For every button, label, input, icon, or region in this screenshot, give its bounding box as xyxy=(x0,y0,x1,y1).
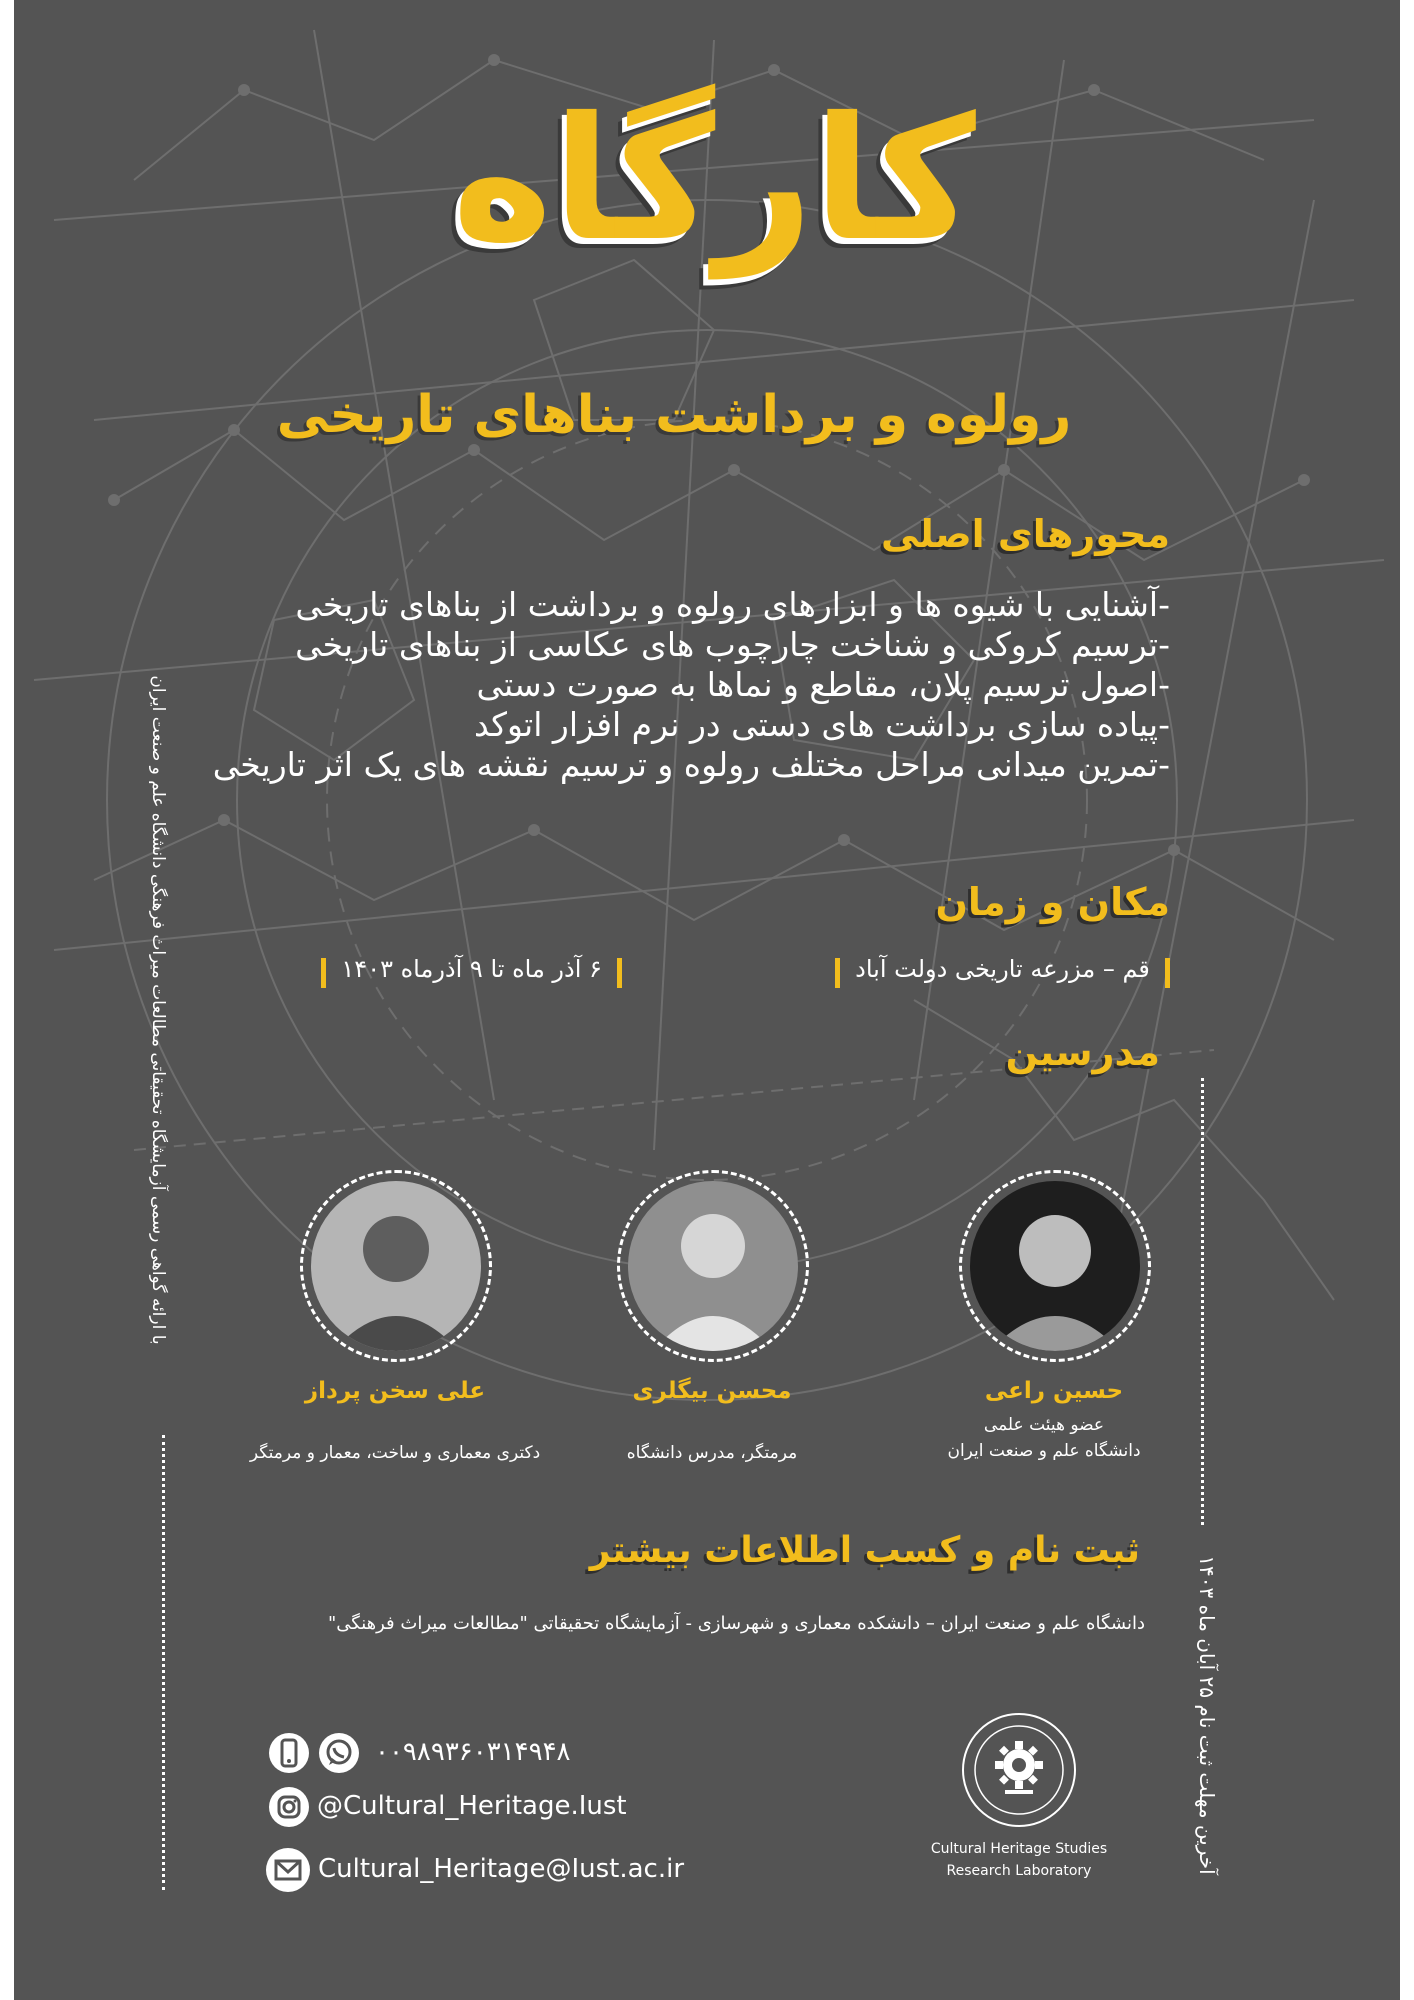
registration-deadline: آخرین مهلت ثبت نام ۲۵ آبان ماه ۱۴۰۳ xyxy=(1195,1555,1219,1875)
instructor-name-1: حسین راعی xyxy=(984,1378,1124,1404)
mail-icon[interactable] xyxy=(266,1848,310,1892)
topic-item: -پیاده سازی برداشت های دستی در نرم افزار اتوکد xyxy=(473,705,1170,744)
instructor-role: عضو هیئت علمی xyxy=(983,1415,1105,1435)
instagram-handle[interactable]: @Cultural_Heritage.Iust xyxy=(317,1791,627,1821)
instructors-heading: مدرسین xyxy=(1005,1030,1160,1074)
whatsapp-icon[interactable] xyxy=(319,1733,359,1773)
topic-item: -اصول ترسیم پلان، مقاطع و نماها به صورت دستی xyxy=(476,665,1170,704)
topics-list xyxy=(212,585,1170,785)
mobile-icon xyxy=(269,1733,309,1773)
instructor-affiliation: دانشگاه علم و صنعت ایران xyxy=(947,1441,1141,1461)
instructor-desc-2: مرمتگر، مدرس دانشگاه xyxy=(626,1443,798,1463)
place-row xyxy=(750,955,1170,988)
certificate-note: با ارائه گواهی رسمی آزمایشگاه تحقیقاتی مطالعات میراث فرهنگی دانشگاه علم و صنعت ایران xyxy=(148,675,168,1345)
subtitle: رولوه و برداشت بناهای تاریخی xyxy=(276,385,1072,445)
registration-heading: ثبت نام و کسب اطلاعات بیشتر xyxy=(589,1530,1140,1571)
lab-name xyxy=(919,1838,1119,1882)
instructor-photo-1 xyxy=(959,1170,1151,1362)
instagram-icon[interactable] xyxy=(269,1787,309,1827)
main-title: کارگاه xyxy=(452,81,976,279)
email-row xyxy=(266,1848,686,1892)
accent-bar xyxy=(321,958,326,988)
person-icon xyxy=(970,1181,1140,1351)
instagram-row xyxy=(269,1787,629,1829)
lab-name-line1: Cultural Heritage Studies xyxy=(930,1841,1108,1857)
time-row xyxy=(262,955,622,988)
place-text: قم – مزرعه تاریخی دولت آباد xyxy=(855,955,1150,983)
instructor-desc-3: دکتری معماری و ساخت، معمار و مرمتگر xyxy=(249,1443,541,1463)
accent-bar xyxy=(1165,958,1170,988)
background-drawing xyxy=(14,0,1400,2000)
university-seal xyxy=(959,1710,1079,1830)
person-icon xyxy=(628,1181,798,1351)
topic-item: -آشنایی با شیوه ها و ابزارهای رولوه و برداشت از بناهای تاریخی xyxy=(295,585,1170,624)
instructor-name-2: محسن بیگلری xyxy=(632,1378,792,1404)
phone-row xyxy=(269,1733,569,1775)
phone-number[interactable]: ۰۰۹۸۹۳۶۰۳۱۴۹۴۸ xyxy=(375,1737,571,1767)
email-address[interactable]: Cultural_Heritage@Iust.ac.ir xyxy=(318,1854,685,1884)
time-text: ۶ آذر ماه تا ۹ آذرماه ۱۴۰۳ xyxy=(341,955,602,983)
place-time-heading: مکان و زمان xyxy=(935,880,1170,924)
instructor-photo-3 xyxy=(300,1170,492,1362)
topic-item: -تمرین میدانی مراحل مختلف رولوه و ترسیم نقشه های یک اثر تاریخی xyxy=(212,745,1170,784)
poster xyxy=(14,0,1400,2000)
gear-seal-icon xyxy=(959,1710,1079,1830)
registration-line: دانشگاه علم و صنعت ایران – دانشکده معماری و شهرسازی - آزمایشگاه تحقیقاتی "مطالعات میراث فرهنگی" xyxy=(327,1613,1145,1634)
topics-heading: محورهای اصلی xyxy=(881,512,1170,556)
person-icon xyxy=(311,1181,481,1351)
lab-name-line2: Research Laboratory xyxy=(946,1863,1092,1879)
left-dotted-divider xyxy=(162,1435,165,1890)
instructor-name-3: علی سخن پرداز xyxy=(304,1378,486,1404)
right-dotted-divider xyxy=(1201,1078,1204,1525)
accent-bar xyxy=(617,958,622,988)
accent-bar xyxy=(835,958,840,988)
instructor-desc-1 xyxy=(919,1412,1169,1464)
instructor-photo-2 xyxy=(617,1170,809,1362)
topic-item: -ترسیم کروکی و شناخت چارچوب های عکاسی از بناهای تاریخی xyxy=(295,625,1170,664)
